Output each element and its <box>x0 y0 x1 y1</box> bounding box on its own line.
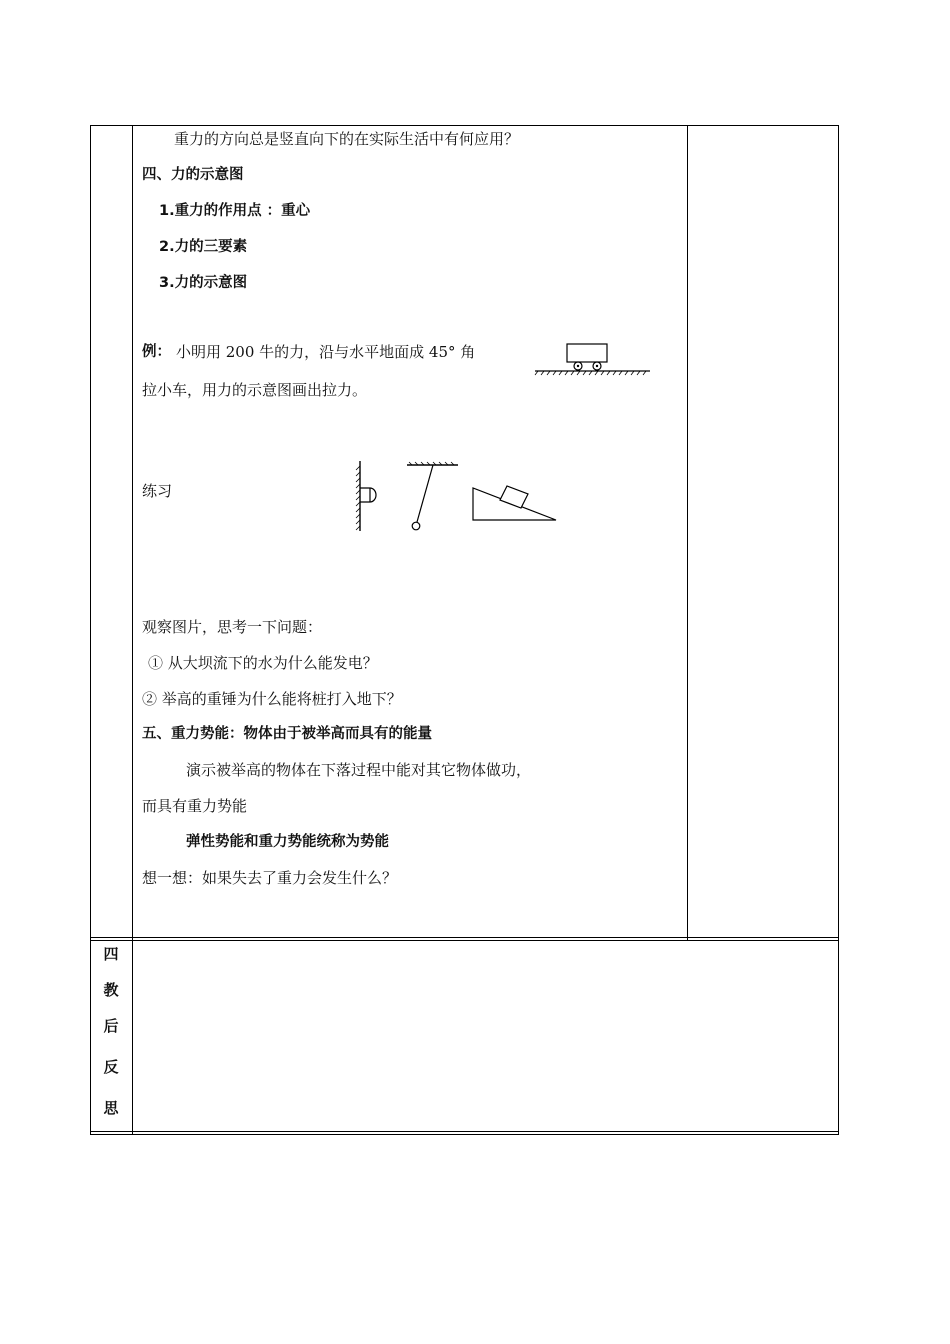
example-line-1: 小明用 200 牛的力，沿与水平地面成 45° 角 <box>176 343 476 361</box>
potential-energy-summary: 弹性势能和重力势能统称为势能 <box>186 834 389 850</box>
reflection-label-char: 反 <box>103 1058 119 1076</box>
think-question: 想一想：如果失去了重力会发生什么？ <box>142 869 398 887</box>
row-divider <box>90 937 839 938</box>
cart-on-ground-figure <box>534 340 652 380</box>
table-right-border <box>838 125 839 1135</box>
observe-prompt: 观察图片，思考一下问题： <box>142 618 323 636</box>
reflection-label-char: 思 <box>103 1099 119 1117</box>
row-divider-inner <box>90 940 839 941</box>
item-force-diagram: 3.力的示意图 <box>159 275 248 291</box>
pendulum-figure <box>404 462 460 532</box>
practice-label: 练习 <box>142 482 173 500</box>
table-bottom-border <box>90 1131 839 1132</box>
col-divider-1 <box>132 125 133 1135</box>
reflection-label-char: 四 <box>103 945 119 963</box>
demo-line-1: 演示被举高的物体在下落过程中能对其它物体做功， <box>186 761 532 779</box>
item-three-elements: 2.力的三要素 <box>159 239 248 255</box>
example-label: 例： <box>142 344 171 360</box>
section4-title: 四、力的示意图 <box>142 167 244 183</box>
reflection-label-char: 后 <box>103 1017 119 1035</box>
gravity-direction-question: 重力的方向总是竖直向下的在实际生活中有何应用？ <box>174 130 520 148</box>
reflection-label-char: 教 <box>103 981 119 999</box>
section5-title: 五、重力势能：物体由于被举高而具有的能量 <box>142 726 432 742</box>
col-divider-2 <box>687 125 688 940</box>
incline-block-figure <box>470 480 560 522</box>
table-bottom-border-inner <box>90 1134 839 1135</box>
question-hammer-pile: ② 举高的重锤为什么能将桩打入地下？ <box>142 690 402 708</box>
wall-ball-figure <box>348 460 388 534</box>
reflection-content <box>140 948 830 1128</box>
demo-line-2: 而具有重力势能 <box>142 797 248 815</box>
table-top-border <box>90 125 839 126</box>
example-line-2: 拉小车，用力的示意图画出拉力。 <box>142 381 368 399</box>
item-center-of-gravity: 1.重力的作用点 ：重心 <box>159 203 311 219</box>
question-dam-water: ① 从大坝流下的水为什么能发电？ <box>148 654 378 672</box>
